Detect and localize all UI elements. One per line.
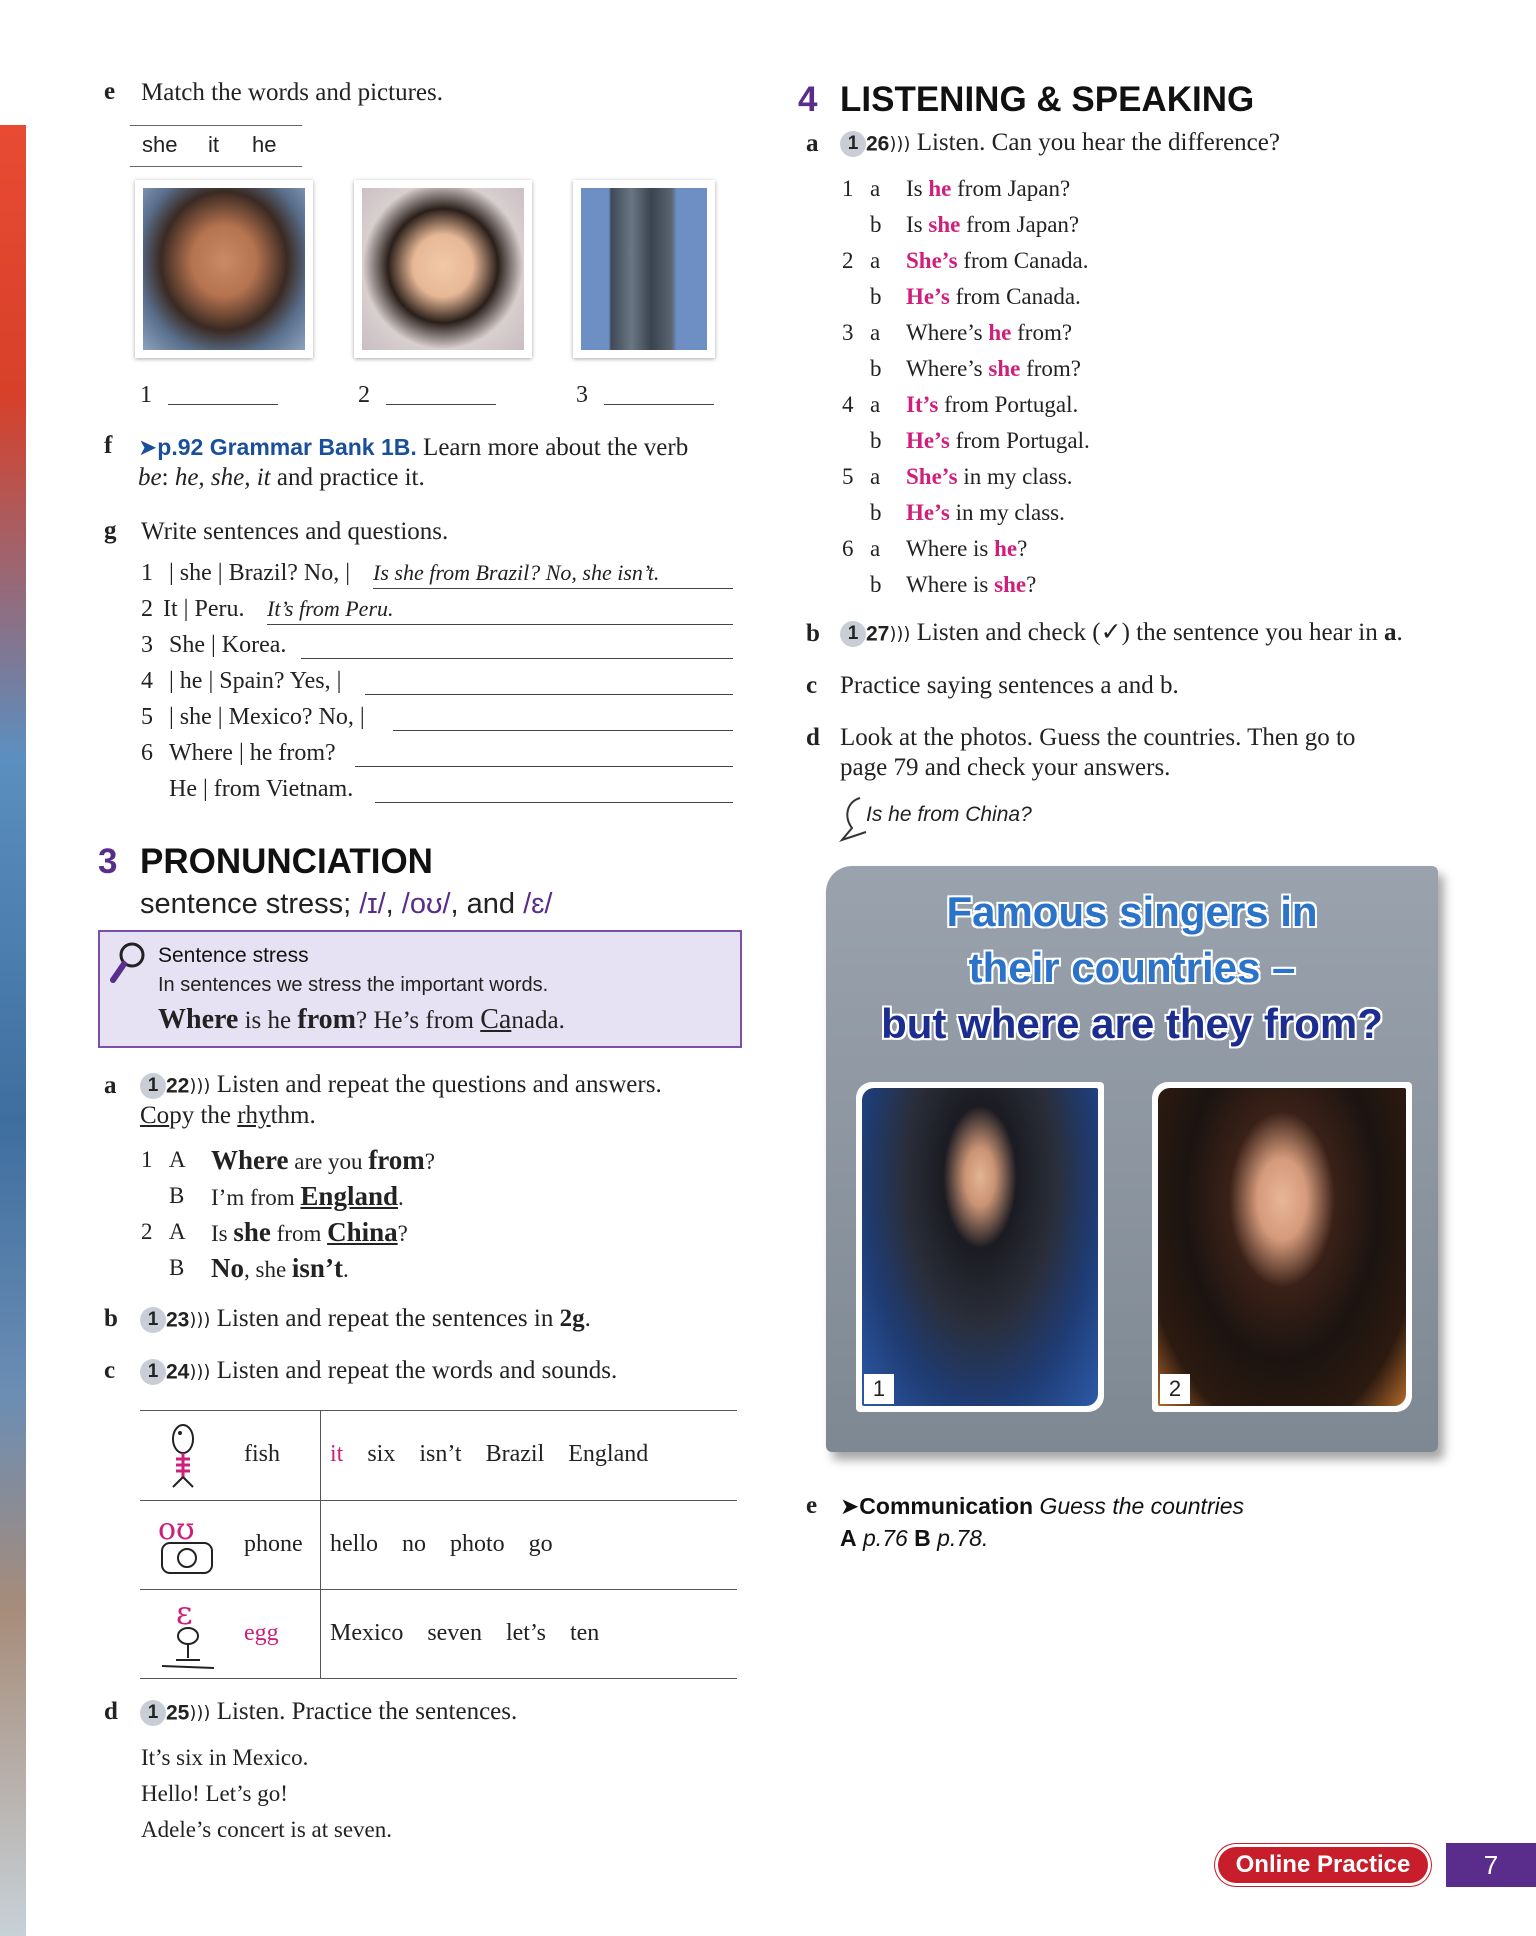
- sound-key-word: [244, 1441, 280, 1468]
- ipa-symbol: /ɛ/: [523, 888, 553, 920]
- exercise-letter: d: [806, 724, 820, 751]
- photo-number: 2: [1160, 1374, 1190, 1404]
- sentence-text: Where’s: [906, 356, 989, 381]
- exercise-instruction: [140, 1356, 617, 1387]
- practice-sentence: Adele’s concert is at seven.: [141, 1817, 392, 1842]
- subtitle-text: , and: [450, 888, 524, 920]
- item-sub: b: [870, 212, 882, 237]
- instruction-text: Learn more about the verb: [416, 434, 689, 461]
- item-number: 2: [842, 248, 854, 273]
- exercise-letter: f: [104, 432, 113, 459]
- poster-title-line: but where are they from?: [881, 1000, 1383, 1047]
- item-sub: b: [870, 428, 882, 453]
- practice-sentence: It’s six in Mexico.: [141, 1745, 309, 1770]
- sentence-text: from Japan?: [951, 176, 1071, 201]
- section-number: 4: [798, 80, 818, 119]
- item-answer[interactable]: [355, 738, 733, 767]
- key-word: egg: [244, 1620, 279, 1646]
- list-item: [842, 387, 1402, 423]
- answer-number: 1: [140, 382, 152, 408]
- exercise-instruction: [140, 1697, 517, 1728]
- stressed-word: isn’t: [291, 1253, 343, 1283]
- item-answer[interactable]: [301, 630, 733, 659]
- item-number: 6: [842, 536, 854, 561]
- dialogue-line: [141, 1142, 641, 1178]
- item-prompt: | he | Spain? Yes, |: [169, 668, 342, 694]
- sound-word: isn’t: [419, 1441, 462, 1467]
- sentence-text: in my class.: [957, 464, 1073, 489]
- svg-text:oʊ: oʊ: [158, 1512, 195, 1547]
- sound-word: Brazil: [485, 1441, 545, 1467]
- section-title: PRONUNCIATION: [140, 842, 433, 881]
- dialogue-text: ?: [424, 1149, 436, 1174]
- sentence-exercise-list: [141, 558, 741, 810]
- item-number: 1: [842, 176, 854, 201]
- dialogue-text: , she: [244, 1257, 292, 1282]
- item-answer[interactable]: Is she from Brazil? No, she isn’t.: [373, 558, 733, 589]
- instruction-text: .: [584, 1305, 591, 1332]
- audio-track-icon[interactable]: 1: [840, 131, 866, 157]
- page-number: 7: [1446, 1843, 1536, 1887]
- item-prompt: It | Peru.: [163, 596, 245, 622]
- audio-waves-icon: ))): [189, 1309, 211, 1331]
- arrow-icon: ➤: [138, 434, 158, 460]
- instruction-text: page 79 and check your answers.: [840, 754, 1171, 781]
- instruction-text: .: [1396, 619, 1403, 646]
- partner-a: A: [840, 1525, 857, 1551]
- info-box-example: [158, 1004, 565, 1036]
- answer-number: 3: [576, 382, 588, 408]
- egg-cup-icon: [158, 1594, 218, 1674]
- dialogue-line: [141, 1178, 641, 1214]
- item-prompt: She | Korea.: [169, 632, 287, 658]
- stressed-word: she: [233, 1217, 271, 1247]
- exercise-letter: g: [104, 517, 117, 544]
- highlight-word: she: [928, 212, 961, 237]
- key-word: phone: [244, 1531, 303, 1557]
- sentence-text: Where’s: [906, 320, 989, 345]
- page-ref[interactable]: p.76: [856, 1525, 915, 1551]
- list-item: [842, 459, 1402, 495]
- sentence-text: Is: [906, 176, 929, 201]
- audio-track-icon[interactable]: 1: [140, 1700, 166, 1726]
- item-number: 4: [842, 392, 854, 417]
- list-item: [842, 567, 1402, 603]
- info-box: [98, 930, 742, 1048]
- sound-word: go: [528, 1531, 553, 1557]
- exercise-letter: d: [104, 1698, 118, 1725]
- partner-b: B: [914, 1525, 931, 1551]
- highlight-word: He’s: [906, 428, 950, 453]
- svg-text:ɛ: ɛ: [176, 1594, 193, 1632]
- arrow-icon: ➤: [840, 1493, 860, 1519]
- subtitle-text: sentence stress;: [140, 888, 360, 920]
- stressed-word: from: [368, 1145, 425, 1175]
- sentence-text: Where is: [906, 536, 995, 561]
- instruction-text: py the: [169, 1102, 238, 1130]
- audio-waves-icon: ))): [189, 1702, 211, 1724]
- dialogue-text: .: [397, 1185, 404, 1210]
- item-number: 4: [141, 668, 153, 694]
- list-item: [141, 630, 741, 666]
- highlight-word: he: [994, 536, 1018, 561]
- exercise-instruction: [840, 618, 1403, 649]
- sentence-text: ?: [1017, 536, 1028, 561]
- list-item: [141, 738, 741, 774]
- sounds-table: [140, 1410, 737, 1679]
- telephone-icon: [152, 1509, 222, 1581]
- exercise-instruction: [140, 1070, 740, 1131]
- sound-word: Mexico: [330, 1620, 404, 1646]
- highlight-word: It’s: [906, 392, 939, 417]
- singer-photo-2: [1152, 1082, 1412, 1412]
- item-sub: a: [870, 176, 881, 201]
- item-sub: a: [870, 320, 881, 345]
- info-box-text: In sentences we stress the important words.: [158, 974, 549, 996]
- exercise-instruction: Match the words and pictures.: [141, 79, 444, 106]
- sentence-text: ?: [1026, 572, 1037, 597]
- sentence-text: Is: [906, 212, 929, 237]
- exercise-letter: e: [806, 1492, 818, 1519]
- item-number: 5: [141, 704, 153, 730]
- sound-word: let’s: [505, 1620, 546, 1646]
- practice-sentences: [141, 1740, 392, 1848]
- exercise-letter: c: [806, 672, 818, 699]
- item-number: 3: [141, 632, 153, 658]
- sound-word: England: [568, 1441, 649, 1467]
- item-sub: a: [870, 536, 881, 561]
- item-answer[interactable]: [375, 774, 733, 803]
- dialogue-line: [141, 1214, 641, 1250]
- word-box: [130, 125, 302, 167]
- word-it: it: [208, 132, 219, 157]
- poster-title-line: Famous singers in: [946, 888, 1318, 935]
- ipa-symbol: /oʊ/: [401, 888, 451, 920]
- grammar-bank-instruction: [138, 432, 738, 493]
- instruction-text: Listen. Practice the sentences.: [216, 1698, 518, 1725]
- stressed-syllable: rhy: [237, 1102, 271, 1130]
- dialogue-text: are you: [288, 1149, 369, 1174]
- example-text: nada: [511, 1007, 559, 1034]
- audio-waves-icon: ))): [889, 133, 911, 155]
- stressed-word: No: [211, 1253, 244, 1283]
- sound-words: [330, 1620, 599, 1647]
- word-she: she: [142, 132, 178, 157]
- list-item: [842, 279, 1402, 315]
- sentence-text: from?: [1020, 356, 1082, 381]
- item-number: 5: [842, 464, 854, 489]
- dialogue: [141, 1142, 641, 1286]
- dialogue-line: [141, 1250, 641, 1286]
- audio-track-number[interactable]: 23: [166, 1308, 190, 1332]
- item-number: 2: [141, 596, 153, 622]
- instruction-text: thm.: [270, 1102, 316, 1130]
- answer-line-1[interactable]: [168, 404, 278, 405]
- instruction-text: :: [161, 464, 175, 491]
- sentence-text: Where is: [906, 572, 995, 597]
- speaker: B: [169, 1255, 185, 1280]
- sound-row-phone: [140, 1501, 737, 1590]
- sound-word: it: [330, 1441, 344, 1467]
- example-text: ? He’s from: [355, 1007, 481, 1034]
- exercise-reference: a: [1383, 619, 1397, 646]
- poster-title-line: their countries –: [968, 944, 1296, 991]
- magnifier-icon: [110, 940, 148, 984]
- item-prompt: | she | Brazil? No, |: [169, 560, 351, 586]
- sentence-text: from Canada.: [957, 248, 1089, 273]
- exercise-letter: b: [806, 620, 820, 647]
- ipa-symbol: /ɪ/: [359, 888, 386, 920]
- exercise-instruction: [840, 128, 1280, 159]
- highlight-word: she: [988, 356, 1021, 381]
- exercise-instruction: [140, 1304, 591, 1335]
- item-sub: b: [870, 356, 882, 381]
- example-text: is he: [238, 1007, 298, 1034]
- item-number: 6: [141, 740, 153, 766]
- item-answer[interactable]: It’s from Peru.: [267, 594, 733, 625]
- online-practice-button[interactable]: Online Practice: [1218, 1847, 1428, 1883]
- speaker: A: [169, 1219, 186, 1244]
- exercise-instruction: Write sentences and questions.: [141, 518, 449, 545]
- decorative-edge-image: [0, 125, 26, 1936]
- audio-waves-icon: ))): [189, 1361, 211, 1383]
- singer-photo-1: [856, 1082, 1104, 1412]
- photo-woman: [354, 180, 532, 358]
- stressed-word: from: [297, 1004, 356, 1035]
- exercise-instruction: Practice saying sentences a and b.: [840, 672, 1179, 699]
- dialogue-text: I’m from: [211, 1185, 301, 1210]
- sentence-text: from Portugal.: [938, 392, 1079, 417]
- audio-track-icon[interactable]: 1: [840, 621, 866, 647]
- exercise-letter: e: [104, 78, 116, 105]
- communication-text: Guess the countries: [1033, 1493, 1245, 1519]
- item-number: 3: [842, 320, 854, 345]
- example-text: .: [558, 1007, 565, 1034]
- instruction-text: and practice it.: [270, 464, 425, 491]
- page-ref[interactable]: p.78.: [930, 1525, 989, 1551]
- info-box-title: Sentence stress: [158, 944, 309, 967]
- item-sub: b: [870, 572, 882, 597]
- sentence-text: in my class.: [949, 500, 1065, 525]
- audio-track-icon[interactable]: 1: [140, 1307, 166, 1333]
- pronouns: he, she, it: [174, 464, 271, 491]
- photo-man: [135, 180, 313, 358]
- list-item: [842, 207, 1402, 243]
- audio-waves-icon: ))): [889, 623, 911, 645]
- highlight-word: he: [988, 320, 1012, 345]
- list-item: [842, 423, 1402, 459]
- exercise-instruction: [840, 723, 1355, 783]
- item-prompt: He | from Vietnam.: [169, 776, 354, 802]
- dialogue-text: ?: [397, 1221, 408, 1246]
- sound-words: [330, 1531, 553, 1558]
- item-prompt: Where | he from?: [169, 740, 336, 766]
- highlight-word: He’s: [906, 284, 950, 309]
- speaker: A: [169, 1147, 186, 1172]
- poster-title: [826, 884, 1438, 1052]
- item-number: 1: [141, 560, 153, 586]
- communication-instruction: [840, 1490, 1244, 1554]
- list-item: [842, 351, 1402, 387]
- section-subtitle: [140, 888, 553, 921]
- dialogue-text: Is: [211, 1221, 234, 1246]
- famous-singers-poster: [826, 866, 1438, 1452]
- practice-sentence: Hello! Let’s go!: [141, 1781, 288, 1806]
- list-item: [141, 594, 741, 630]
- sound-word: photo: [450, 1531, 505, 1557]
- sound-word: seven: [427, 1620, 482, 1646]
- stressed-word: China: [327, 1217, 398, 1247]
- list-item: [141, 702, 741, 738]
- dialogue-text: from: [270, 1221, 328, 1246]
- highlight-word: he: [928, 176, 952, 201]
- item-sub: b: [870, 284, 882, 309]
- exercise-reference: 2g: [559, 1305, 585, 1332]
- exercise-letter: a: [806, 130, 819, 157]
- list-item: [141, 558, 741, 594]
- audio-track-icon[interactable]: 1: [140, 1359, 166, 1385]
- instruction-text: Listen and repeat the sentences in: [216, 1305, 560, 1332]
- highlight-word: She’s: [906, 464, 958, 489]
- instruction-text: Listen and repeat the words and sounds.: [216, 1357, 618, 1384]
- highlight-word: She’s: [906, 248, 958, 273]
- item-sub: b: [870, 500, 882, 525]
- answer-line-3[interactable]: [604, 404, 714, 405]
- dialogue-text: .: [342, 1257, 349, 1282]
- audio-track-number[interactable]: 24: [166, 1360, 190, 1384]
- list-item: [141, 774, 741, 810]
- photo-number: 1: [864, 1374, 894, 1404]
- item-answer[interactable]: [393, 702, 733, 731]
- grammar-bank-link[interactable]: p.92 Grammar Bank 1B.: [157, 434, 417, 460]
- item-number: 1: [141, 1147, 153, 1172]
- instruction-text: Look at the photos. Guess the countries. Then go to: [840, 724, 1356, 751]
- instruction-text: Listen and repeat the questions and answers.: [216, 1071, 662, 1098]
- sentence-text: from Portugal.: [949, 428, 1090, 453]
- stressed-word: England: [300, 1181, 398, 1211]
- sound-word: hello: [330, 1531, 378, 1557]
- verb-be: be: [138, 464, 162, 491]
- section-title: LISTENING & SPEAKING: [840, 80, 1255, 119]
- answer-line-2[interactable]: [386, 404, 496, 405]
- stressed-word: Where: [211, 1145, 289, 1175]
- instruction-text: Listen. Can you hear the difference?: [916, 129, 1280, 156]
- exercise-letter: c: [104, 1357, 116, 1384]
- audio-track-number[interactable]: 27: [866, 622, 890, 646]
- sound-word: six: [367, 1441, 396, 1467]
- communication-label[interactable]: Communication: [859, 1493, 1034, 1519]
- sound-row-fish: [140, 1411, 737, 1501]
- photo-building: [573, 180, 715, 358]
- list-item: [842, 495, 1402, 531]
- sound-row-egg: [140, 1590, 737, 1679]
- sound-word: no: [402, 1531, 426, 1557]
- difference-list: [842, 171, 1402, 603]
- stressed-syllable: Ca: [480, 1004, 512, 1035]
- item-number: 2: [141, 1219, 153, 1244]
- audio-waves-icon: ))): [189, 1075, 211, 1097]
- audio-track-number[interactable]: 25: [166, 1701, 190, 1725]
- highlight-word: He’s: [906, 500, 950, 525]
- speaker: B: [169, 1183, 185, 1208]
- highlight-word: she: [994, 572, 1027, 597]
- stressed-word: Where: [158, 1004, 239, 1035]
- sound-words: [330, 1441, 648, 1468]
- word-he: he: [252, 132, 277, 157]
- audio-track-number[interactable]: 22: [166, 1074, 190, 1098]
- list-item: [141, 666, 741, 702]
- sentence-text: from Canada.: [949, 284, 1081, 309]
- fish-icon: [168, 1421, 198, 1489]
- list-item: [842, 531, 1402, 567]
- instruction-text: Listen and check (✓) the sentence you hear in: [916, 619, 1384, 646]
- sentence-text: from Japan?: [960, 212, 1080, 237]
- sentence-text: from?: [1011, 320, 1073, 345]
- audio-track-number[interactable]: 26: [866, 132, 890, 156]
- audio-track-icon[interactable]: 1: [140, 1073, 166, 1099]
- item-answer[interactable]: [365, 666, 733, 695]
- list-item: [842, 243, 1402, 279]
- list-item: [842, 171, 1402, 207]
- key-word: fish: [244, 1441, 280, 1467]
- answer-number: 2: [358, 382, 370, 408]
- item-sub: a: [870, 464, 881, 489]
- sound-word: ten: [569, 1620, 600, 1646]
- stressed-syllable: Co: [140, 1102, 170, 1130]
- item-sub: a: [870, 248, 881, 273]
- list-item: [842, 315, 1402, 351]
- section-number: 3: [98, 842, 118, 881]
- subtitle-text: ,: [385, 888, 402, 920]
- item-sub: a: [870, 392, 881, 417]
- exercise-letter: b: [104, 1305, 118, 1332]
- item-prompt: | she | Mexico? No, |: [169, 704, 365, 730]
- speech-bubble-text: Is he from China?: [866, 803, 1032, 826]
- exercise-letter: a: [104, 1072, 117, 1099]
